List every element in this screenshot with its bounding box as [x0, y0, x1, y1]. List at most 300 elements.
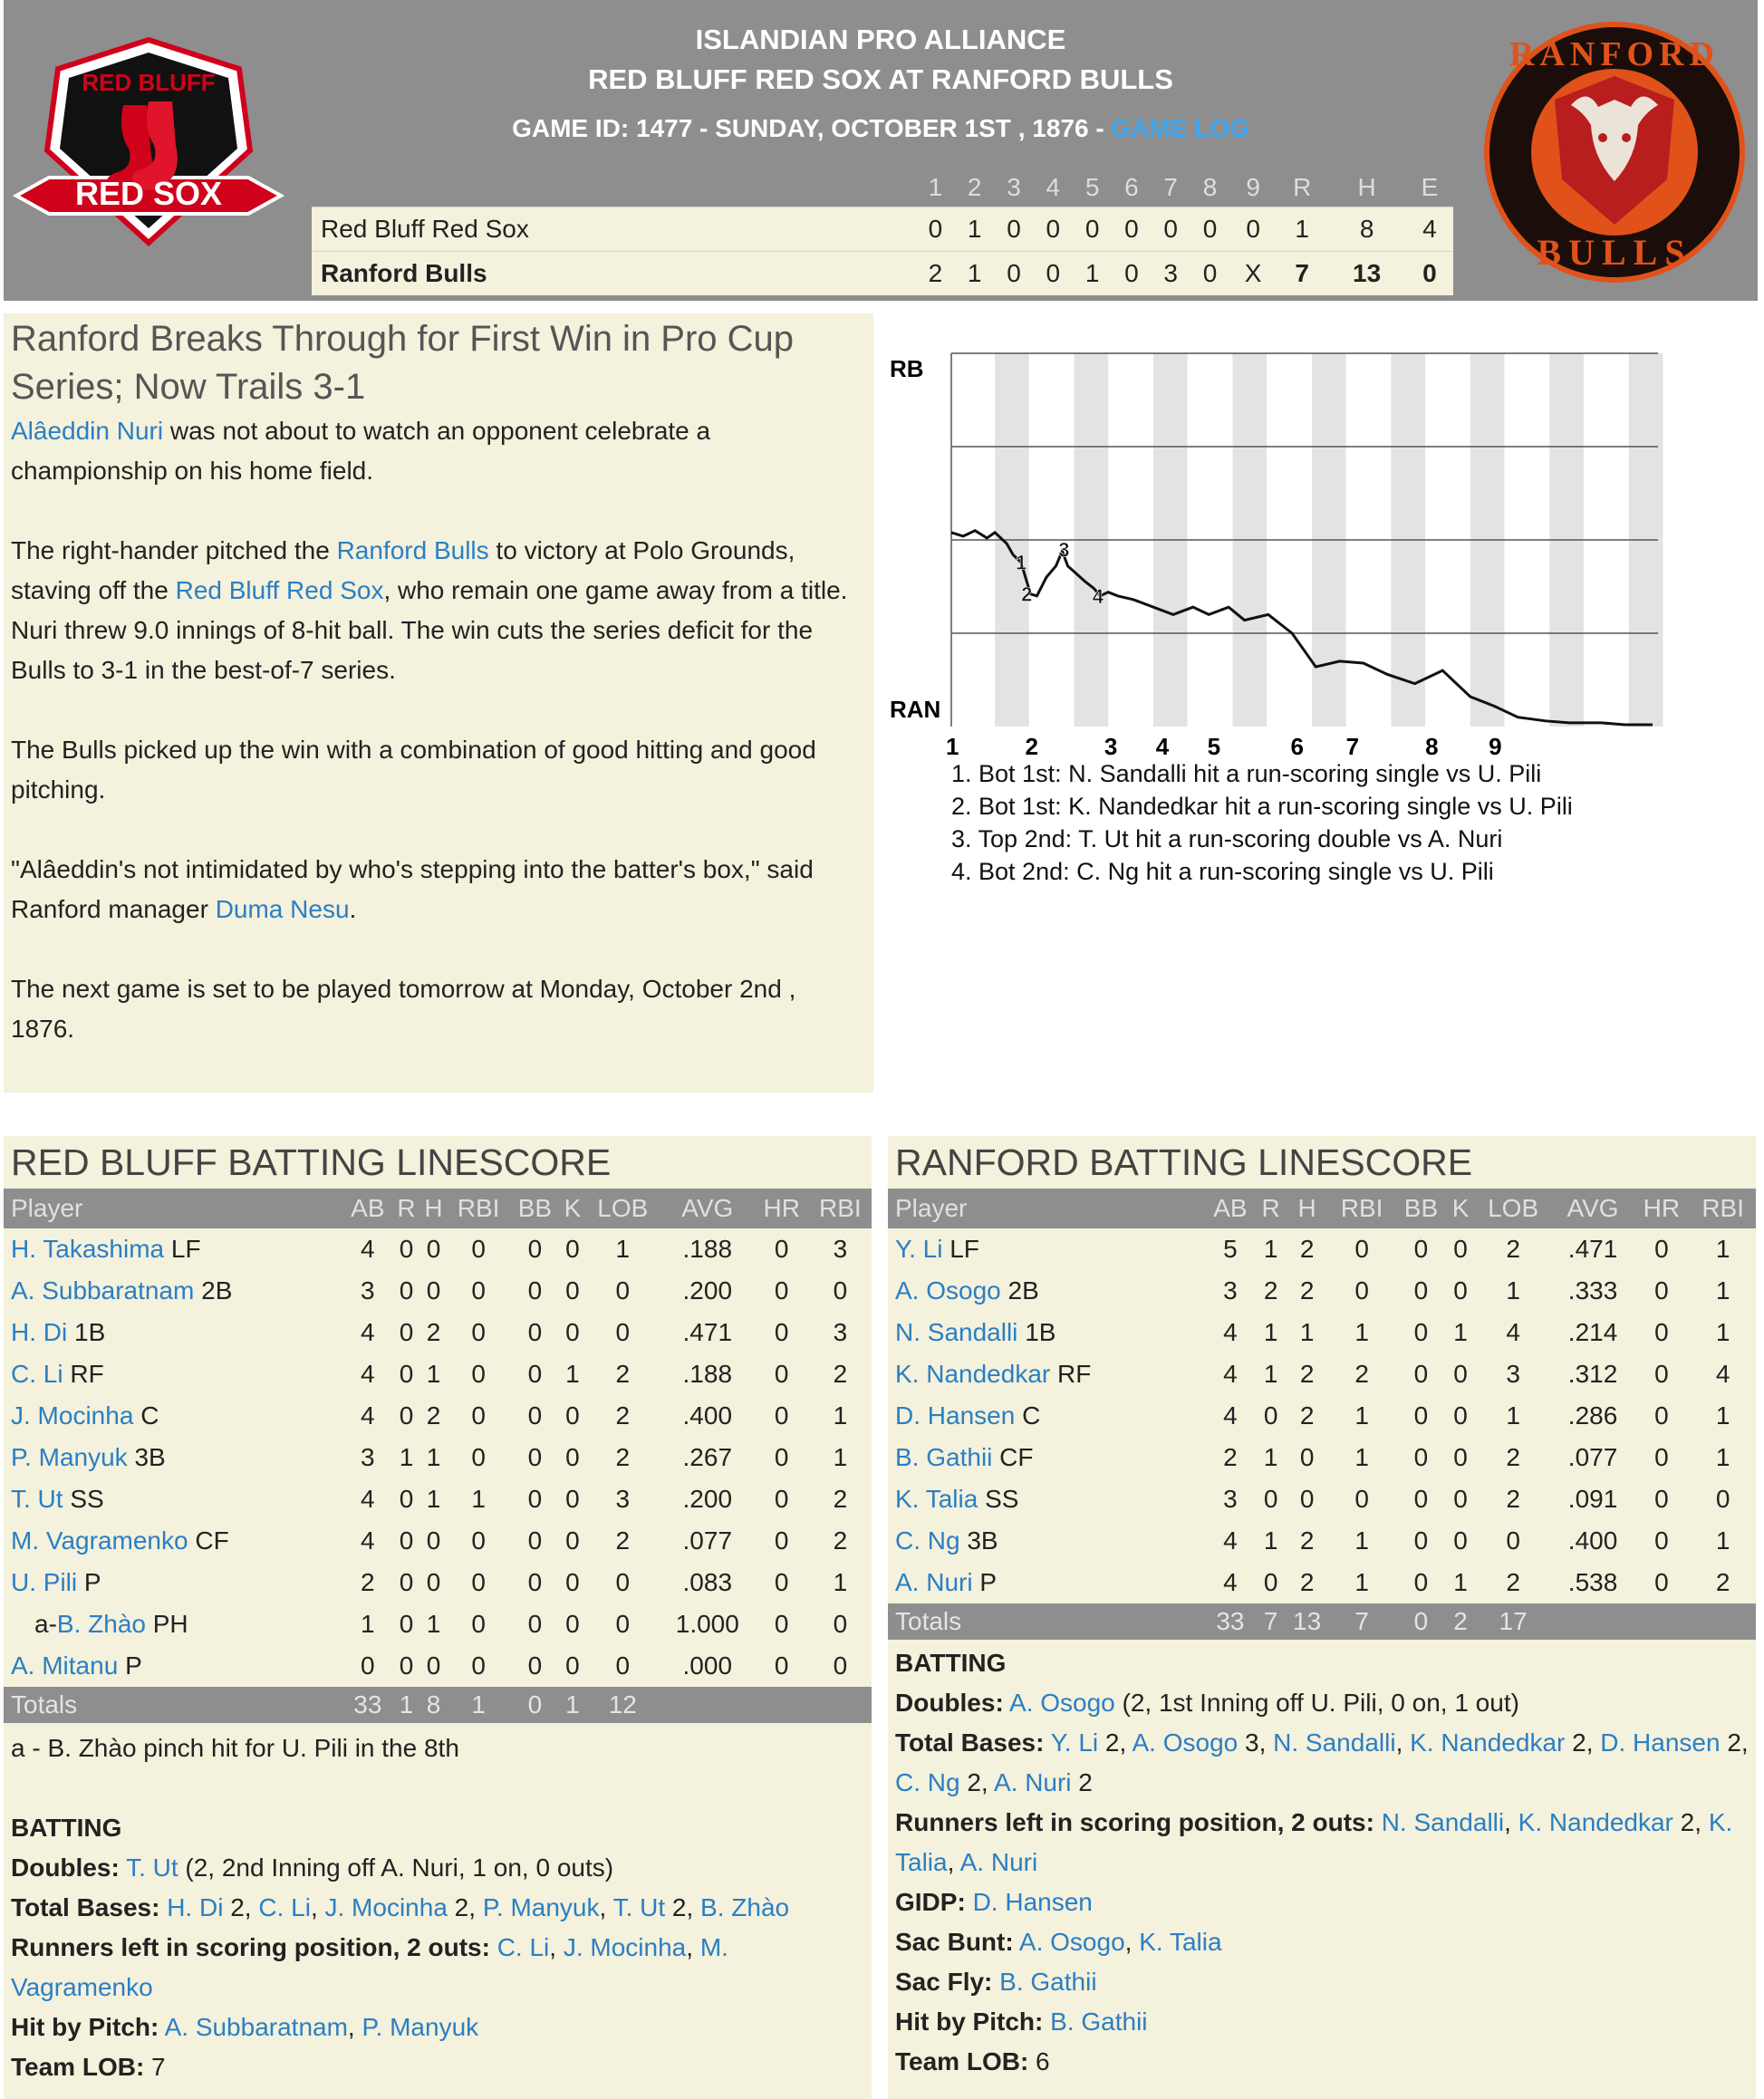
note-value: , — [1395, 1728, 1411, 1757]
totals-cell: 2 — [1448, 1603, 1474, 1640]
player-link[interactable]: A. Nuri — [959, 1848, 1038, 1876]
linescore-col-header: 1 — [916, 168, 955, 207]
table-row — [4, 1312, 872, 1353]
player-cell — [4, 1395, 342, 1437]
player-link[interactable]: C. Ng — [895, 1768, 960, 1796]
player-link[interactable]: H. Di — [167, 1893, 224, 1921]
game-header — [4, 0, 1758, 301]
stat-cell: 0 — [1413, 1235, 1429, 1263]
player-link[interactable]: C. Ng — [895, 1526, 960, 1555]
note-label: GIDP: — [895, 1888, 966, 1916]
home-team-name: Ranford Bulls — [312, 251, 916, 295]
stat-cell: 4 — [1223, 1401, 1238, 1430]
stat-cell: 1 — [1715, 1401, 1730, 1430]
note-label: Sac Bunt: — [895, 1928, 1014, 1956]
stat-cell: 0 — [527, 1610, 543, 1638]
stat-cell: 0 — [774, 1610, 789, 1638]
game-story — [4, 313, 873, 1093]
stat-cell: 3 — [833, 1318, 848, 1346]
player-cell — [888, 1312, 1204, 1353]
stat-cell: 1.000 — [675, 1610, 739, 1638]
stat-cell: 4 — [361, 1485, 375, 1513]
stat-cell: .083 — [682, 1568, 733, 1596]
stat-cell: 0 — [833, 1276, 848, 1305]
story-text: The right-hander pitched the — [11, 536, 337, 564]
stat-cell: 0 — [527, 1276, 543, 1305]
player-link[interactable]: A. Nuri — [895, 1568, 973, 1596]
player-cell — [888, 1437, 1204, 1478]
player-link[interactable]: H. Takashima — [11, 1235, 165, 1263]
linescore-col-header: 7 — [1152, 168, 1190, 207]
totals-row — [888, 1603, 1756, 1640]
batting-note — [895, 1723, 1749, 1803]
stat-cell: 0 — [1453, 1235, 1468, 1263]
stat-cell: 0 — [471, 1568, 486, 1596]
note-value: 2, — [447, 1893, 483, 1921]
stat-cell: 0 — [833, 1651, 848, 1680]
player-link[interactable]: B. Gathii — [895, 1443, 993, 1471]
stat-cell: 0 — [615, 1276, 631, 1305]
column-header: Player — [4, 1189, 342, 1228]
stat-cell: 0 — [774, 1568, 789, 1596]
player-position: P — [83, 1568, 101, 1596]
player-cell — [4, 1437, 342, 1478]
note-label: Total Bases: — [895, 1728, 1045, 1757]
stat-cell: 1 — [1263, 1360, 1278, 1388]
player-link[interactable]: C. Li — [496, 1933, 550, 1961]
table-row — [888, 1395, 1756, 1437]
player-link[interactable]: T. Ut — [612, 1893, 666, 1921]
stat-cell: .400 — [1567, 1526, 1618, 1555]
table-row — [4, 1228, 872, 1270]
table-row — [888, 1270, 1756, 1312]
totals-cell: 12 — [585, 1687, 660, 1723]
totals-cell: 33 — [342, 1687, 392, 1723]
home-inning-score: 0 — [1112, 251, 1151, 295]
note-label: Hit by Pitch: — [895, 2008, 1044, 2036]
linescore-col-header: 2 — [955, 168, 994, 207]
column-header: H — [1285, 1189, 1328, 1228]
win-probability-line — [951, 531, 1653, 725]
home-inning-score: 7 — [1277, 251, 1327, 295]
logo-left-text: RED BLUFF — [82, 69, 216, 96]
game-log-link[interactable]: GAME LOG — [1111, 114, 1249, 142]
team-lob-value: 6 — [1028, 2047, 1050, 2075]
stat-cell: 0 — [615, 1318, 631, 1346]
stat-cell: .214 — [1567, 1318, 1618, 1346]
player-cell — [4, 1603, 342, 1645]
player-link[interactable]: N. Sandalli — [1273, 1728, 1396, 1757]
player-link[interactable]: C. Li — [258, 1893, 311, 1921]
stat-cell: 0 — [833, 1610, 848, 1638]
player-cell — [888, 1562, 1204, 1603]
player-cell — [4, 1312, 342, 1353]
stat-cell: 1 — [426, 1360, 441, 1388]
stat-cell: 1 — [565, 1360, 580, 1388]
player-link[interactable]: U. Pili — [11, 1568, 78, 1596]
stat-cell: 1 — [1715, 1235, 1730, 1263]
player-cell — [4, 1478, 342, 1520]
player-link[interactable]: D. Hansen — [1600, 1728, 1721, 1757]
stat-cell: 0 — [565, 1651, 580, 1680]
stat-cell: 0 — [426, 1568, 441, 1596]
stat-cell: 0 — [1654, 1276, 1669, 1305]
home-inning-score: 13 — [1327, 251, 1406, 295]
stat-cell: 2 — [1506, 1235, 1520, 1263]
stat-cell: 0 — [774, 1401, 789, 1430]
table-row — [4, 1353, 872, 1395]
event-marker: 4 — [1092, 584, 1104, 608]
player-link[interactable]: A. Subbaratnam — [11, 1276, 195, 1305]
stat-cell: 4 — [1223, 1568, 1238, 1596]
stat-cell: 4 — [361, 1401, 375, 1430]
stat-cell: 2 — [615, 1526, 631, 1555]
stat-cell: .267 — [682, 1443, 733, 1471]
event-marker: 1 — [1015, 551, 1027, 574]
stat-cell: 3 — [1223, 1276, 1238, 1305]
note-value: , — [549, 1933, 564, 1961]
column-header: AVG — [1553, 1189, 1634, 1228]
stat-cell: 1 — [1354, 1526, 1369, 1555]
column-header: RBI — [448, 1189, 510, 1228]
stat-cell: 0 — [1654, 1360, 1669, 1388]
table-row — [4, 1395, 872, 1437]
stat-cell: 0 — [471, 1651, 486, 1680]
player-cell — [4, 1270, 342, 1312]
player-link[interactable]: M. Vagramenko — [11, 1933, 728, 2001]
home-inning-score: 1 — [955, 251, 994, 295]
stat-cell: 2 — [1506, 1485, 1520, 1513]
note-label: Team LOB: — [895, 2047, 1029, 2075]
note-value: 2, — [1098, 1728, 1133, 1757]
away-inning-score: 0 — [1190, 207, 1229, 251]
player-position: 2B — [1007, 1276, 1039, 1305]
stat-cell: 1 — [426, 1610, 441, 1638]
event-note: 2. Bot 1st: K. Nandedkar hit a run-scoring single vs U. Pili — [951, 793, 1573, 820]
stat-cell: 0 — [399, 1318, 414, 1346]
inning-tick-label: 3 — [1104, 733, 1118, 760]
column-header: RBI — [1690, 1189, 1756, 1228]
stat-cell: 5 — [1223, 1235, 1238, 1263]
stat-cell: 0 — [1453, 1401, 1468, 1430]
stat-cell: 2 — [1299, 1360, 1315, 1388]
player-position: PH — [152, 1610, 188, 1638]
column-header: K — [560, 1189, 585, 1228]
stat-cell: 2 — [1506, 1568, 1520, 1596]
player-cell — [888, 1353, 1204, 1395]
stat-cell: 0 — [774, 1235, 789, 1263]
stat-cell: 1 — [1354, 1568, 1369, 1596]
home-inning-score: 0 — [1034, 251, 1073, 295]
stat-cell: 2 — [833, 1485, 848, 1513]
stat-cell: 0 — [1299, 1485, 1315, 1513]
stat-cell: 2 — [1506, 1443, 1520, 1471]
home-inning-score: 2 — [916, 251, 955, 295]
stat-cell: 0 — [565, 1443, 580, 1471]
table-row — [888, 1520, 1756, 1562]
player-link[interactable]: Y. Li — [1050, 1728, 1099, 1757]
stat-cell: 1 — [1715, 1276, 1730, 1305]
player-link[interactable]: B. Gathii — [1050, 2008, 1148, 2036]
game-linescore — [312, 168, 1453, 295]
player-link[interactable]: A. Osogo — [1132, 1728, 1239, 1757]
batting-note — [11, 1928, 864, 2008]
stat-cell: 0 — [565, 1276, 580, 1305]
player-position: LF — [170, 1235, 201, 1263]
player-link[interactable]: K. Talia — [895, 1485, 978, 1513]
event-marker: 3 — [1058, 538, 1070, 562]
column-header: R — [1257, 1189, 1285, 1228]
totals-cell: 1 — [448, 1687, 510, 1723]
league-name: ISLANDIAN PRO ALLIANCE — [695, 24, 1066, 55]
note-label: Runners left in scoring position, 2 outs: — [895, 1808, 1374, 1836]
player-link[interactable]: A. Osogo — [1009, 1689, 1115, 1717]
stat-cell: 1 — [1506, 1401, 1520, 1430]
stat-cell: 0 — [1654, 1568, 1669, 1596]
totals-label: Totals — [888, 1603, 1204, 1640]
column-header: AB — [1204, 1189, 1257, 1228]
manager-link[interactable]: Duma Nesu — [215, 895, 350, 923]
player-position: SS — [70, 1485, 104, 1513]
team-link[interactable]: Red Bluff Red Sox — [175, 576, 384, 604]
stat-cell: 0 — [1354, 1235, 1369, 1263]
stat-cell: 0 — [1413, 1485, 1429, 1513]
player-link[interactable]: A. Nuri — [993, 1768, 1072, 1796]
player-link[interactable]: K. Nandedkar — [1518, 1808, 1673, 1836]
player-link[interactable]: N. Sandalli — [895, 1318, 1018, 1346]
player-cell — [888, 1395, 1204, 1437]
note-label: Hit by Pitch: — [11, 2013, 159, 2041]
home-inning-score: 1 — [1073, 251, 1112, 295]
totals-label: Totals — [4, 1687, 342, 1723]
linescore-col-header: 5 — [1073, 168, 1112, 207]
home-box-title: RANFORD BATTING LINESCORE — [895, 1141, 1473, 1183]
player-link[interactable]: Alâeddin Nuri — [11, 417, 164, 445]
totals-cell: 7 — [1257, 1603, 1285, 1640]
player-link[interactable]: N. Sandalli — [1381, 1808, 1505, 1836]
player-link[interactable]: D. Hansen — [895, 1401, 1016, 1430]
away-inning-score: 0 — [1152, 207, 1190, 251]
stat-cell: 0 — [565, 1318, 580, 1346]
stat-cell: 0 — [1654, 1485, 1669, 1513]
away-inning-score: 0 — [1073, 207, 1112, 251]
stat-cell: 0 — [1453, 1485, 1468, 1513]
stat-cell: 4 — [1223, 1318, 1238, 1346]
logo-right-bottom-text: BULLS — [1537, 232, 1692, 273]
table-row — [4, 1437, 872, 1478]
away-team-label: RB — [890, 355, 924, 382]
stat-cell: .188 — [682, 1235, 733, 1263]
column-header: RBI — [809, 1189, 872, 1228]
column-header: HR — [1633, 1189, 1690, 1228]
stat-cell: 0 — [1654, 1401, 1669, 1430]
player-position: 1B — [74, 1318, 106, 1346]
player-position: RF — [70, 1360, 104, 1388]
player-link[interactable]: B. Zhào — [56, 1610, 146, 1638]
player-link[interactable]: A. Mitanu — [11, 1651, 119, 1680]
column-header: LOB — [1474, 1189, 1553, 1228]
table-row — [888, 1478, 1756, 1520]
batting-heading: BATTING — [895, 1649, 1007, 1677]
linescore-col-header: 9 — [1229, 168, 1277, 207]
stat-cell: 4 — [361, 1360, 375, 1388]
player-link[interactable]: H. Di — [11, 1318, 68, 1346]
player-link[interactable]: K. Talia — [1139, 1928, 1222, 1956]
stat-cell: 0 — [1654, 1526, 1669, 1555]
home-inning-score: X — [1229, 251, 1277, 295]
column-header: RBI — [1329, 1189, 1395, 1228]
stat-cell: 0 — [615, 1568, 631, 1596]
stat-cell: 1 — [1263, 1235, 1278, 1263]
stat-cell: 4 — [361, 1318, 375, 1346]
player-position: C — [1022, 1401, 1041, 1430]
stat-cell: 0 — [615, 1651, 631, 1680]
player-position: 3B — [967, 1526, 998, 1555]
stat-cell: 0 — [565, 1485, 580, 1513]
away-inning-score: 4 — [1406, 207, 1453, 251]
player-link[interactable]: B. Zhào — [700, 1893, 790, 1921]
stat-cell: 2 — [1354, 1360, 1369, 1388]
note-value: , — [1124, 1928, 1140, 1956]
player-link[interactable]: J. Mocinha — [563, 1933, 687, 1961]
linescore-col-header: E — [1406, 168, 1453, 207]
stat-cell: 0 — [1263, 1401, 1278, 1430]
totals-cell: 33 — [1204, 1603, 1257, 1640]
stat-cell: 0 — [1453, 1360, 1468, 1388]
player-cell — [888, 1270, 1204, 1312]
stat-cell: 2 — [426, 1318, 441, 1346]
team-lob-value: 7 — [144, 2053, 166, 2081]
player-link[interactable]: C. Li — [11, 1360, 63, 1388]
totals-cell: 0 — [510, 1687, 560, 1723]
player-link[interactable]: A. Subbaratnam — [164, 2013, 348, 2041]
batting-note — [895, 1922, 1749, 1962]
player-cell — [4, 1353, 342, 1395]
stat-cell: 3 — [1223, 1485, 1238, 1513]
stat-cell: 1 — [833, 1443, 848, 1471]
stat-cell: 0 — [1354, 1276, 1369, 1305]
column-header: R — [393, 1189, 420, 1228]
stat-cell: 0 — [565, 1610, 580, 1638]
linescore-corner — [312, 168, 916, 207]
player-link[interactable]: A. Osogo — [895, 1276, 1001, 1305]
stat-cell: 2 — [1299, 1276, 1315, 1305]
player-link[interactable]: K. Talia — [895, 1808, 1733, 1876]
totals-cell: 7 — [1329, 1603, 1395, 1640]
player-link[interactable]: T. Ut — [11, 1485, 63, 1513]
note-value: , — [947, 1848, 960, 1876]
stat-cell: .312 — [1567, 1360, 1618, 1388]
stat-cell: 0 — [527, 1568, 543, 1596]
note-label: Total Bases: — [11, 1893, 160, 1921]
stat-cell: 0 — [361, 1651, 375, 1680]
player-cell — [888, 1520, 1204, 1562]
away-inning-score: 0 — [1229, 207, 1277, 251]
stat-cell: 0 — [527, 1485, 543, 1513]
stat-cell: 3 — [1506, 1360, 1520, 1388]
player-position: C — [140, 1401, 159, 1430]
stat-cell: 1 — [1506, 1276, 1520, 1305]
stat-cell: 0 — [471, 1401, 486, 1430]
player-link[interactable]: Y. Li — [895, 1235, 943, 1263]
note-value: , — [310, 1893, 325, 1921]
event-note: 4. Bot 2nd: C. Ng hit a run-scoring single vs U. Pili — [951, 858, 1494, 885]
stat-cell: 1 — [1354, 1443, 1369, 1471]
column-header: Player — [888, 1189, 1204, 1228]
player-link[interactable]: T. Ut — [126, 1853, 178, 1882]
player-link[interactable]: P. Manyuk — [11, 1443, 128, 1471]
stat-cell: 0 — [426, 1235, 441, 1263]
story-text: , who remain one game away from a title. Nuri threw 9.0 innings of 8-hit ball. The win cuts the series deficit for the Bulls to 3-1 in the best-of-7 series. — [11, 576, 848, 684]
stat-cell: .286 — [1567, 1401, 1618, 1430]
stat-cell: 1 — [471, 1485, 486, 1513]
stat-cell: .077 — [682, 1526, 733, 1555]
table-row — [4, 1562, 872, 1603]
stat-cell: .091 — [1567, 1485, 1618, 1513]
inning-tick-label: 9 — [1489, 733, 1502, 760]
player-link[interactable]: A. Osogo — [1018, 1928, 1125, 1956]
stat-cell: 0 — [471, 1276, 486, 1305]
player-link[interactable]: J. Mocinha — [11, 1401, 134, 1430]
stat-cell: 0 — [615, 1610, 631, 1638]
home-inning-score: 3 — [1152, 251, 1190, 295]
player-link[interactable]: B. Gathii — [999, 1968, 1097, 1996]
note-value: 2, — [1672, 1808, 1709, 1836]
away-inning-score: 0 — [916, 207, 955, 251]
stat-cell: 0 — [399, 1526, 414, 1555]
stat-cell: 0 — [565, 1401, 580, 1430]
stat-cell: 1 — [361, 1610, 375, 1638]
player-link[interactable]: K. Nandedkar — [895, 1360, 1051, 1388]
batting-note — [11, 1888, 864, 1928]
story-text: was not about to watch an opponent celebrate a championship on his home field. — [11, 417, 711, 485]
note-label: Runners left in scoring position, 2 outs: — [11, 1933, 490, 1961]
team-link[interactable]: Ranford Bulls — [336, 536, 489, 564]
stat-cell: 0 — [1413, 1568, 1429, 1596]
player-link[interactable]: P. Manyuk — [482, 1893, 600, 1921]
player-cell — [4, 1520, 342, 1562]
stat-cell: 2 — [1299, 1526, 1315, 1555]
note-value: 2, — [1720, 1728, 1749, 1757]
player-link[interactable]: P. Manyuk — [361, 2013, 479, 2041]
stat-cell: 0 — [1413, 1360, 1429, 1388]
player-link[interactable]: D. Hansen — [972, 1888, 1093, 1916]
column-header: AB — [342, 1189, 392, 1228]
home-inning-score: 0 — [994, 251, 1033, 295]
stat-cell: 0 — [774, 1360, 789, 1388]
note-value: (2, 1st Inning off U. Pili, 0 on, 1 out) — [1114, 1689, 1519, 1717]
stat-cell: 2 — [1299, 1401, 1315, 1430]
player-link[interactable]: K. Nandedkar — [1410, 1728, 1566, 1757]
stat-cell: 2 — [1223, 1443, 1238, 1471]
linescore-col-header: 3 — [994, 168, 1033, 207]
table-row — [888, 1228, 1756, 1270]
inning-tick-label: 5 — [1207, 733, 1221, 760]
stat-cell: 0 — [1654, 1235, 1669, 1263]
inning-tick-label: 2 — [1025, 733, 1038, 760]
stat-cell: 0 — [527, 1651, 543, 1680]
stat-cell: 0 — [527, 1235, 543, 1263]
player-link[interactable]: J. Mocinha — [324, 1893, 448, 1921]
stat-cell: .077 — [1567, 1443, 1618, 1471]
win-probability-chart — [886, 342, 1665, 886]
note-value: (2, 2nd Inning off A. Nuri, 1 on, 0 outs) — [178, 1853, 614, 1882]
note-value: , — [347, 2013, 362, 2041]
stat-cell: 0 — [471, 1443, 486, 1471]
player-link[interactable]: M. Vagramenko — [11, 1526, 188, 1555]
stat-cell: 0 — [399, 1485, 414, 1513]
away-team-name: Red Bluff Red Sox — [312, 207, 916, 251]
